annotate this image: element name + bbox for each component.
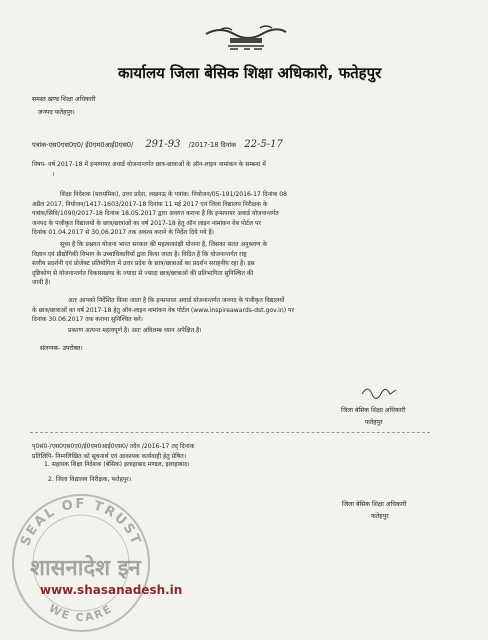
text-line: सूच्य है कि प्रश्नगत योजना भारत सरकार की महत्वाकांक्षी योजना है, जिसका सतत अनुश्रवण के [60, 241, 268, 248]
copy-recipient: 2. जिला विद्यालय निरीक्षक, फतेहपुर। [48, 476, 132, 483]
paragraph-3 [32, 296, 294, 325]
signature-place: फतेहपुर [371, 513, 389, 520]
signature-place: फतेहपुर [365, 419, 383, 426]
text-line: प्रकरण अत्यन्त महत्वपूर्ण है। अतः अविलम्ब ध्यान अपेक्षित है। [68, 327, 202, 334]
signature-title: जिला बेसिक शिक्षा अधिकारी [341, 407, 406, 414]
text-line: स्तरीय प्रदर्शनी एवं प्रोजेक्ट प्रतियोगिता में उत्तर प्रदेश के छात्र/छात्राओं का प्रदर्शन सराहनीय रहा है। इस [32, 260, 255, 268]
addressee-line-1: समस्त खण्ड शिक्षा अधिकारी [32, 96, 96, 103]
divider [30, 432, 430, 433]
text-line: जानी है। [32, 279, 51, 287]
text-line: दिनांक 30.06.2017 तक कराना सुनिश्चित करें। [32, 316, 143, 324]
addressee-line-2: जनपद फतेहपुर। [38, 109, 75, 116]
copy-block [32, 442, 194, 461]
reference-line [32, 140, 283, 150]
subject-line: । [52, 170, 55, 178]
office-title: कार्यालय जिला बेसिक शिक्षा अधिकारी, फतेहपुर [118, 64, 382, 82]
svg-text:WE CARE: WE CARE [46, 601, 116, 625]
text-line: पृ0सं0-/एस0एस0ए0/ई0एम0आई0एस0/ तदैव /2016-17 तद् दिनांक [32, 443, 195, 450]
reference-prefix: पत्रांक-एस0एस0ए0/ ई0एम0आई0एस0/ [32, 141, 134, 149]
subject-block [32, 160, 266, 179]
text-line: जनपद के पंजीकृत विद्यालयों के छात्र/छात्राओं का वर्ष 2017-18 हेतु ऑन लाइन नामांकन वेब पोर्टल पर [32, 219, 261, 227]
text-line: अप्रैल 2017, नियोजन/1417-1603/2017-18 दिनांक 11 मई 2017 एवं जिला विद्यालय निरीक्षक के [32, 200, 268, 208]
text-line: विज्ञान एवं प्रौद्योगिकी विभाग के उच्चाधिकारियों द्वारा किया जाता है। विदित है कि योजनान्तर्गत राष्ट्र [32, 250, 247, 258]
text-line: के छात्र/छात्राओं का वर्ष 2017-18 हेतु ऑन-लाइन नामांकन वेब पोर्टल (www.inspireawards-dst.gov.in) पर [32, 306, 294, 314]
text-line: पत्रांक/सिवि/1090/2017-18 दिनांक 18.05.2017 द्वारा अवगत कराना है कि इन्सपायर अवार्ड योजनान्तर्गत [32, 210, 279, 218]
paragraph-2 [32, 240, 268, 288]
reference-date: 22-5-17 [244, 139, 283, 150]
text-line: अतः आपको निर्देशित किया जाता है कि इन्सपायर अवार्ड योजनान्तर्गत जनपद के पंजीकृत विद्यालयों [68, 297, 285, 304]
signature-title: जिला बेसिक शिक्षा अधिकारी [342, 501, 407, 508]
copy-recipient: 1. सहायक शिक्षा निदेशक (बेसिक) इलाहाबाद मण्डल, इलाहाबाद। [44, 461, 190, 468]
paragraph-1 [32, 190, 287, 238]
text-line: शिक्षा निदेशक (माध्यमिक), उत्तर प्रदेश, लखनऊ के पत्रांक: नियोजन/05-191/2016-17 दिनांक 08 [60, 191, 287, 198]
state-emblem-icon [200, 24, 292, 54]
handwritten-signature-icon [360, 382, 400, 400]
text-line: दिनांक 01.04.2017 से 30.06.2017 तक अवश्य कराने के निर्देश दिये गये हैं। [32, 229, 214, 237]
reference-number: 291-93 [145, 139, 181, 150]
text-line: प्रतिलिपि- निम्नलिखित को सूचनार्थ एवं आवश्यक कार्यवाही हेतु प्रेषित। [32, 452, 187, 460]
watermark-url[interactable]: www.shasanadesh.in [40, 583, 183, 597]
text-line: दृष्टिकोण से योजनान्तर्गत विकासखण्ड के ज्यादा से ज्यादा छात्र/छात्राओं की प्रतिभागिता सुनिश्चित की [32, 269, 254, 277]
watermark-brand: शासनादेश इन [30, 556, 141, 581]
svg-text:SEAL OF TRUST: SEAL OF TRUST [18, 497, 144, 549]
enclosure-line: संलग्नक- उपरोक्त। [40, 345, 83, 352]
paragraph-4 [68, 326, 202, 336]
subject-line: विषय- वर्ष 2017-18 में इन्सपायर अवार्ड योजनान्तर्गत छात्र-छात्राओं के ऑन-लाइन नामांकन के सम्बन्ध में [32, 161, 266, 168]
reference-suffix: /2017-18 दिनांक [188, 141, 237, 149]
